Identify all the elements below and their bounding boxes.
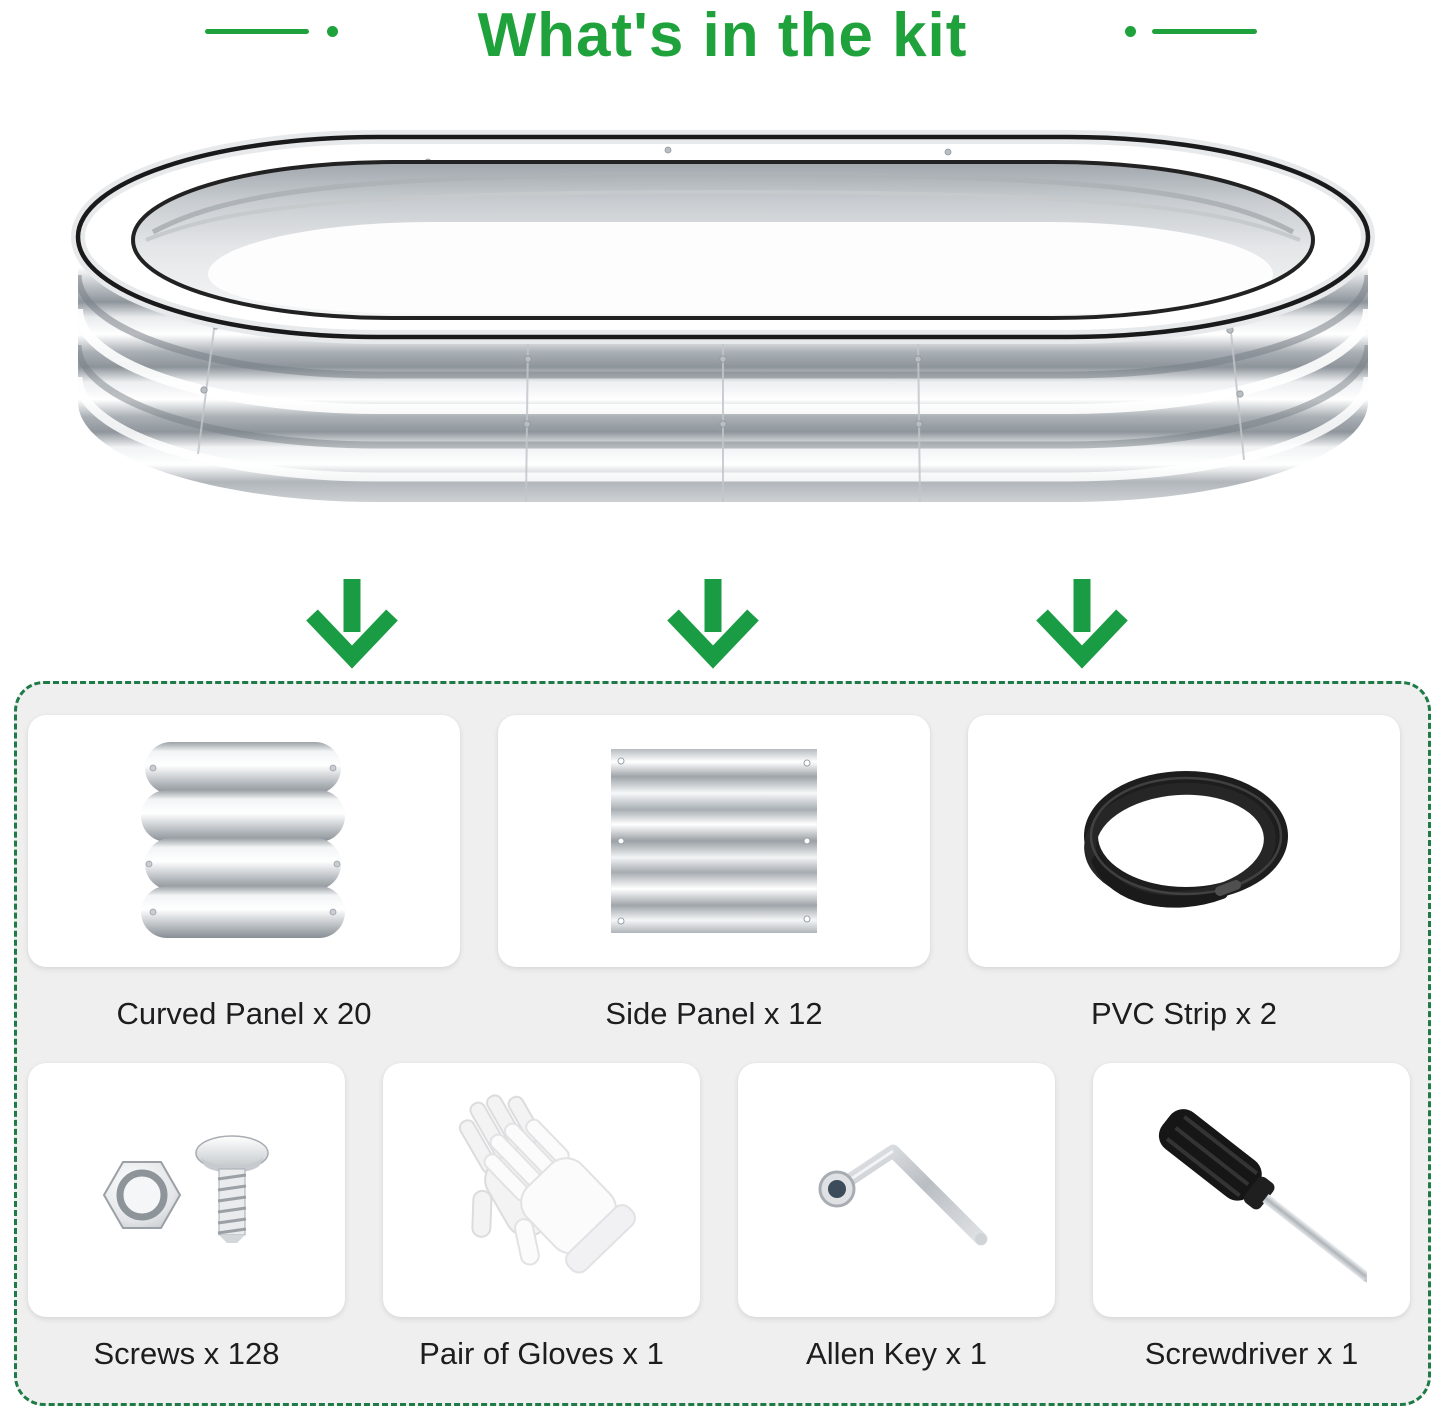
kit-item-card-curved-panel (28, 715, 460, 967)
kit-item-card-allen-key (738, 1063, 1055, 1317)
title-decoration-dot-right (1125, 26, 1136, 37)
kit-item-card-gloves (383, 1063, 700, 1317)
screwdriver-image (1137, 1090, 1367, 1290)
item-label-gloves: Pair of Gloves x 1 (419, 1336, 664, 1371)
raised-bed-product-image (48, 122, 1398, 570)
title-decoration-line-right (1152, 29, 1257, 34)
down-arrow-icon (1032, 577, 1132, 672)
kit-item-card-side-panel (498, 715, 930, 967)
item-label-screws: Screws x 128 (93, 1336, 280, 1371)
down-arrow-icon (302, 577, 402, 672)
item-label-pvc-strip: PVC Strip x 2 (1090, 996, 1278, 1031)
curved-panel-image (119, 734, 369, 949)
item-label-curved-panel: Curved Panel x 20 (116, 996, 372, 1031)
gloves-image (427, 1090, 657, 1290)
screws-image (82, 1095, 292, 1285)
kit-item-card-pvc-strip (968, 715, 1400, 967)
kit-item-card-screws (28, 1063, 345, 1317)
side-panel-image (599, 741, 829, 941)
page-title: What's in the kit (477, 1, 968, 70)
item-label-side-panel: Side Panel x 12 (605, 996, 823, 1031)
item-label-screwdriver: Screwdriver x 1 (1144, 1336, 1359, 1371)
allen-key-image (777, 1095, 1017, 1285)
pvc-strip-image (1054, 741, 1314, 941)
kit-item-card-screwdriver (1093, 1063, 1410, 1317)
down-arrow-icon (663, 577, 763, 672)
item-label-allen-key: Allen Key x 1 (806, 1336, 987, 1371)
